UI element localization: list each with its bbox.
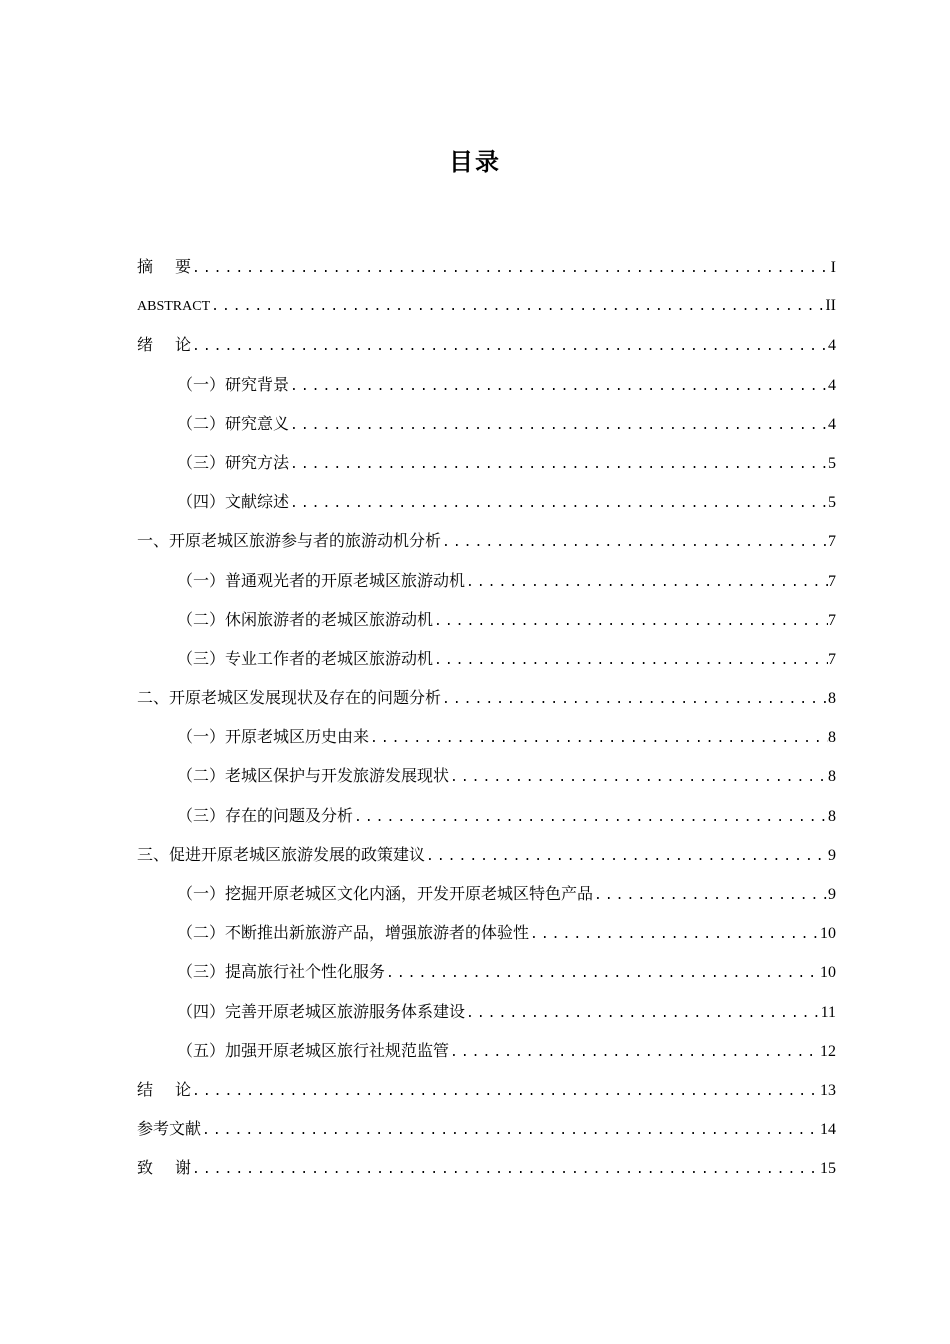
toc-entry-title: （三）存在的问题及分析 [177, 805, 354, 825]
toc-page-number: 13 [820, 1081, 836, 1099]
toc-entry[interactable] [137, 835, 836, 874]
toc-entry[interactable] [137, 1148, 836, 1187]
toc-subentry[interactable] [137, 365, 836, 404]
toc-page-number: I [830, 259, 836, 276]
toc-entry-title: 绪论 [137, 335, 214, 355]
toc-entry-title: （一）开原老城区历史由来 [177, 727, 370, 747]
toc-entry-title: （三）研究方法 [177, 452, 290, 472]
toc-dot-leader [593, 876, 828, 915]
toc-subentry[interactable] [137, 717, 836, 756]
toc-entry-title: 三、促进开原老城区旅游发展的政策建议 [137, 844, 426, 864]
toc-entry-title: （一）普通观光者的开原老城区旅游动机 [177, 570, 466, 590]
toc-page-number: 11 [820, 1003, 836, 1021]
toc-page-number: 4 [828, 376, 836, 394]
toc-entry-title: 二、开原老城区发展现状及存在的问题分析 [137, 688, 442, 708]
toc-subentry[interactable] [137, 561, 836, 600]
toc-page-number: 9 [828, 846, 836, 864]
toc-page-number: 8 [828, 729, 836, 747]
toc-dot-leader [449, 1033, 820, 1072]
toc-page-number: 10 [820, 964, 836, 982]
toc-page-number: 8 [828, 807, 836, 825]
toc-page-number: 8 [828, 768, 836, 786]
toc-entry-title: （三）提高旅行社个性化服务 [177, 962, 386, 982]
toc-page-number: 7 [828, 650, 836, 668]
toc-entry-title: 致谢 [137, 1158, 214, 1178]
toc-dot-leader [191, 249, 831, 288]
toc-entry-title: 结论 [137, 1079, 214, 1099]
toc-entry-title: （二）研究意义 [177, 413, 290, 433]
toc-dot-leader [289, 406, 828, 445]
toc-dot-leader [210, 287, 825, 326]
toc-entry-title: （二）不断推出新旅游产品，增强旅游者的体验性 [177, 923, 530, 943]
toc-page-number: II [825, 297, 836, 315]
toc-page-number: 5 [828, 454, 836, 472]
toc-entry-title: ABSTRACT [137, 299, 211, 315]
toc-subentry[interactable] [137, 600, 836, 639]
toc-entry-title: 一、开原老城区旅游参与者的旅游动机分析 [137, 531, 442, 551]
table-of-contents [137, 247, 836, 1188]
toc-dot-leader [465, 563, 828, 602]
toc-entry[interactable] [137, 521, 836, 560]
toc-page-number: 9 [828, 886, 836, 903]
toc-subentry[interactable] [137, 992, 836, 1031]
toc-subentry[interactable] [137, 443, 836, 482]
toc-entry-title: 参考文献 [137, 1119, 202, 1139]
toc-page-number: 12 [820, 1042, 836, 1060]
toc-dot-leader [201, 1111, 820, 1150]
toc-page-number: 8 [828, 690, 836, 708]
toc-entry[interactable] [137, 1109, 836, 1148]
toc-entry[interactable] [137, 286, 836, 325]
toc-entry-title: （五）加强开原老城区旅行社规范监管 [177, 1040, 450, 1060]
toc-entry-title: （三）专业工作者的老城区旅游动机 [177, 648, 434, 668]
toc-dot-leader [529, 915, 820, 954]
toc-dot-leader [441, 523, 828, 562]
toc-entry-title: （二）休闲旅游者的老城区旅游动机 [177, 609, 434, 629]
toc-page-number: 7 [828, 533, 836, 551]
toc-dot-leader [289, 484, 828, 523]
toc-subentry[interactable] [137, 796, 836, 835]
toc-dot-leader [191, 327, 828, 366]
toc-entry-title: （四）完善开原老城区旅游服务体系建设 [177, 1001, 466, 1021]
toc-dot-leader [433, 602, 828, 641]
toc-dot-leader [441, 680, 828, 719]
toc-dot-leader [353, 798, 828, 837]
toc-page-number: 5 [828, 494, 836, 512]
toc-entry-title: 摘要 [137, 257, 214, 276]
toc-entry-title: （四）文献综述 [177, 492, 290, 512]
toc-dot-leader [289, 445, 828, 484]
toc-dot-leader [369, 719, 828, 758]
toc-dot-leader [191, 1072, 820, 1111]
toc-entry[interactable] [137, 1070, 836, 1109]
toc-subentry[interactable] [137, 639, 836, 678]
toc-dot-leader [449, 758, 828, 797]
toc-subentry[interactable] [137, 952, 836, 991]
toc-page-number: 7 [828, 611, 836, 629]
toc-subentry[interactable] [137, 404, 836, 443]
toc-dot-leader [465, 994, 821, 1033]
toc-page-number: 7 [828, 572, 836, 590]
toc-subentry[interactable] [137, 482, 836, 521]
toc-dot-leader [385, 954, 820, 993]
toc-subentry[interactable] [137, 874, 836, 913]
toc-dot-leader [289, 367, 828, 406]
toc-dot-leader [191, 1150, 820, 1189]
toc-page-number: 4 [828, 415, 836, 433]
toc-entry[interactable] [137, 247, 836, 286]
toc-entry[interactable] [137, 325, 836, 364]
toc-page-number: 14 [820, 1121, 836, 1139]
toc-dot-leader [433, 641, 828, 680]
toc-dot-leader [425, 837, 828, 876]
toc-entry-title: （一）挖掘开原老城区文化内涵，开发开原老城区特色产品 [177, 884, 594, 903]
toc-page-number: 10 [820, 925, 836, 943]
toc-page-number: 4 [828, 337, 836, 355]
toc-entry-title: （二）老城区保护与开发旅游发展现状 [177, 766, 450, 786]
toc-subentry[interactable] [137, 756, 836, 795]
toc-subentry[interactable] [137, 913, 836, 952]
toc-page-number: 15 [820, 1160, 836, 1178]
page-title: 目录 [449, 148, 501, 176]
toc-subentry[interactable] [137, 1031, 836, 1070]
toc-entry[interactable] [137, 678, 836, 717]
toc-entry-title: （一）研究背景 [177, 374, 290, 394]
